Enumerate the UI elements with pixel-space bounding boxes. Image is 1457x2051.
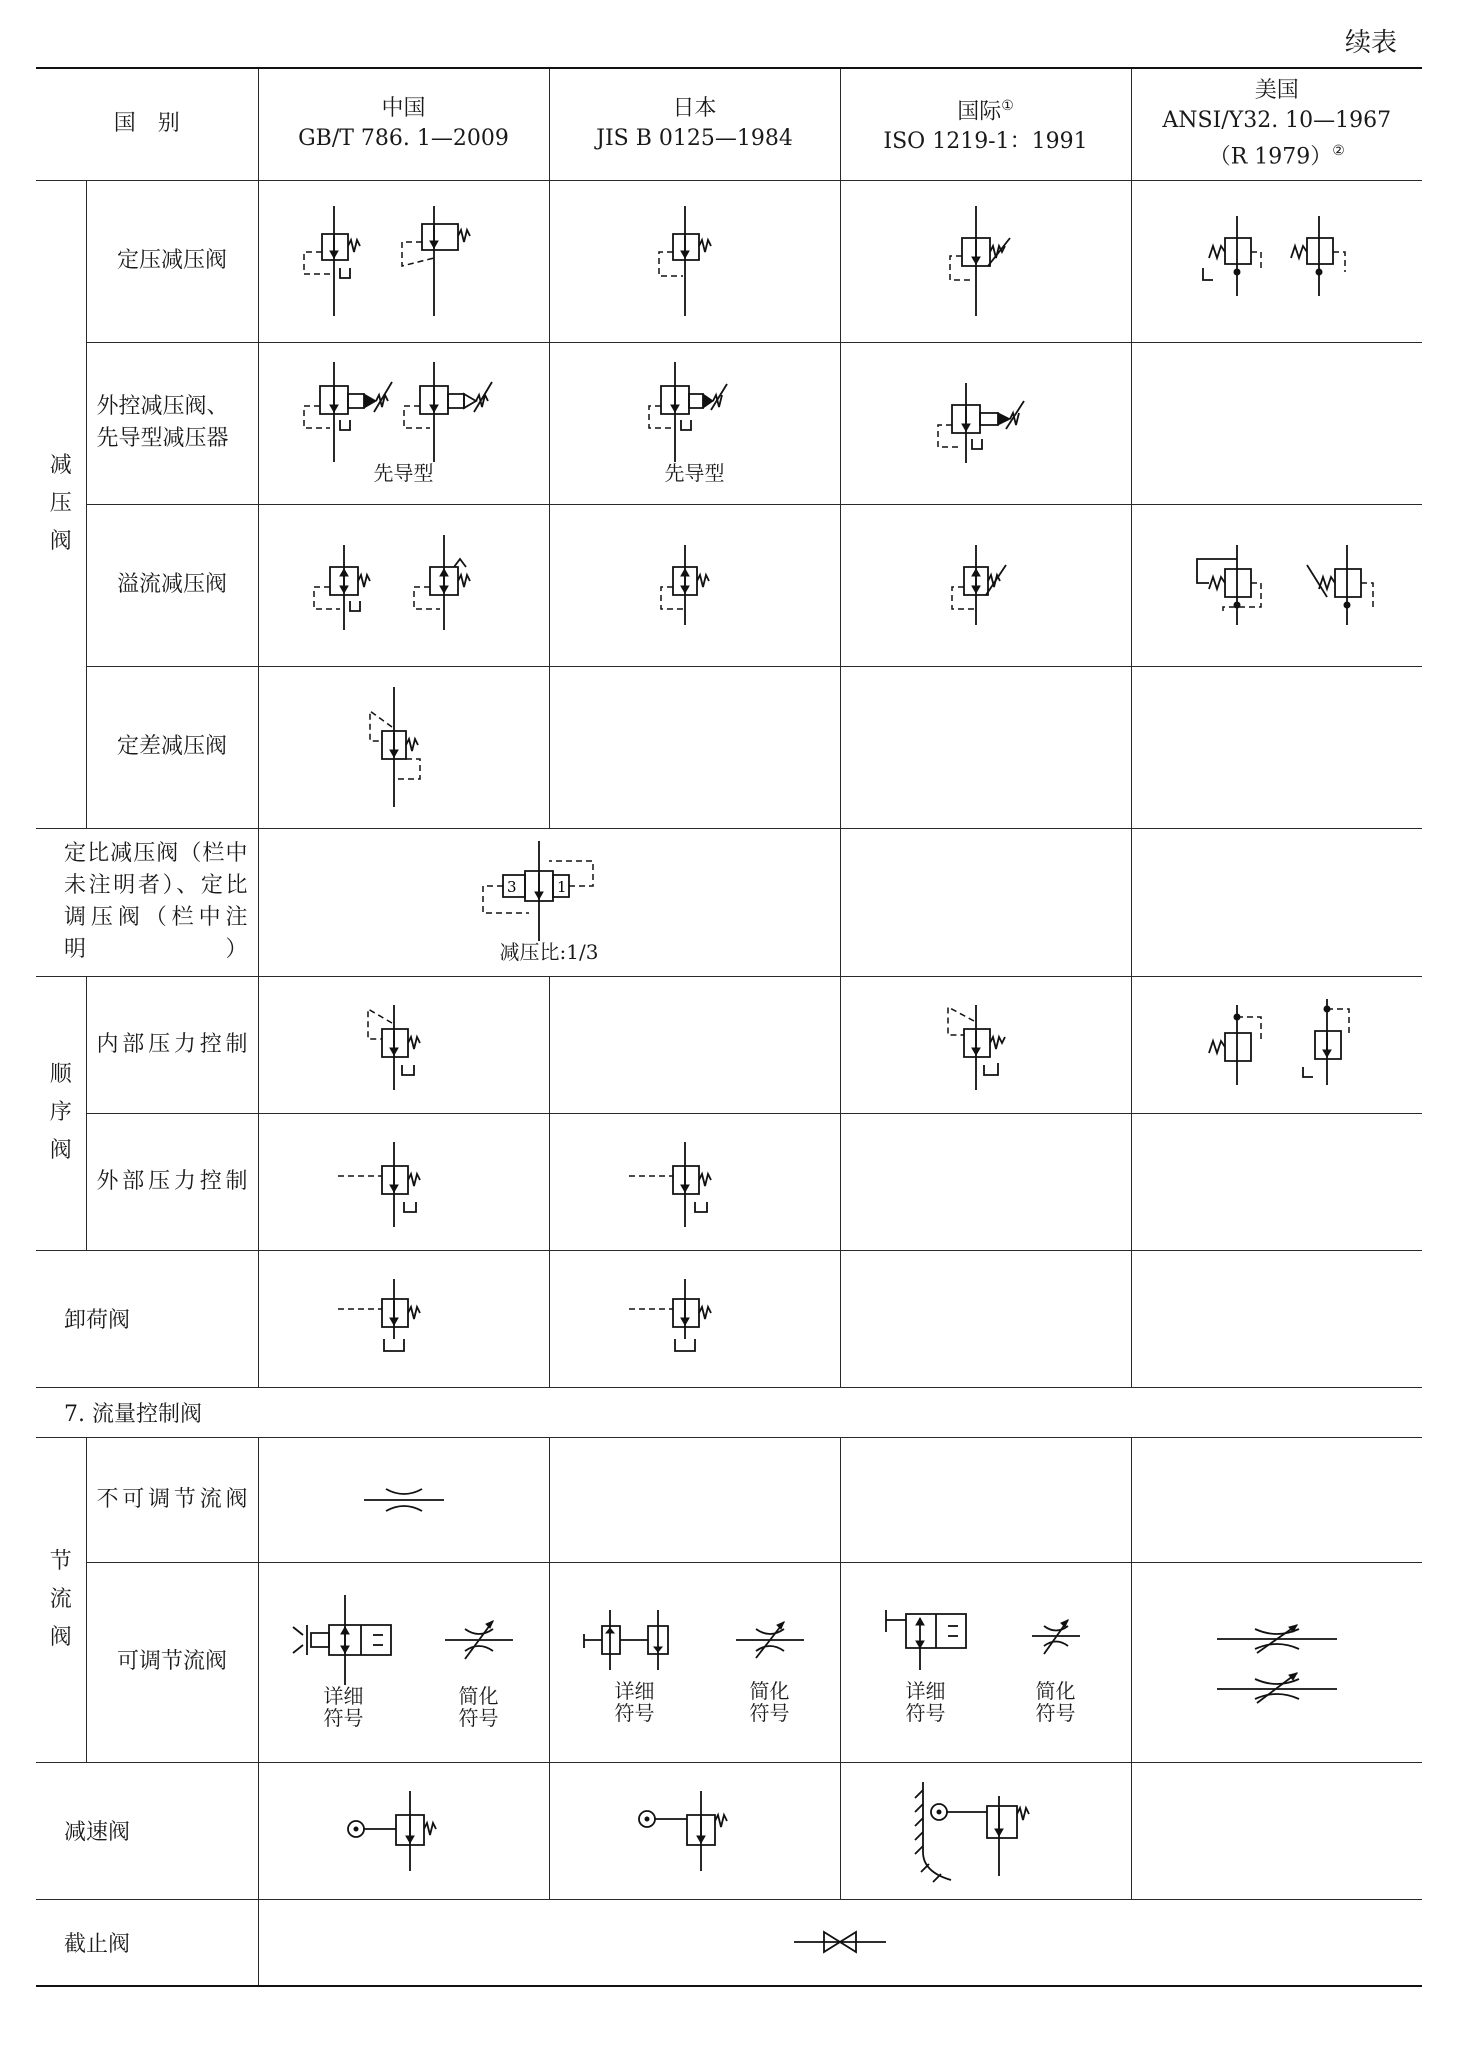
throttle-simple-symbol: [730, 1600, 810, 1680]
deceleration-valve-symbol: [911, 1776, 1061, 1886]
label-fixed-throttle: 不可调节流阀: [86, 1437, 258, 1562]
cn-seq-internal-symbol: [258, 976, 549, 1113]
detail-caption: 详细符号: [614, 1679, 655, 1725]
ratio-valve-symbol-cell: [258, 828, 840, 976]
relief-reducing-valve-symbol: [1157, 535, 1397, 635]
label-stop: 截止阀: [36, 1899, 258, 1986]
detail-caption: 详细符号: [323, 1684, 364, 1730]
us-fixed-reducing-symbol: [1131, 180, 1422, 342]
label-unloading: 卸荷阀: [36, 1250, 258, 1387]
pilot-caption: 先导型: [373, 461, 434, 485]
label-relief-reducing: 溢流减压阀: [86, 504, 258, 666]
jp-seq-external-symbol: [549, 1113, 840, 1250]
cn-seq-external-symbol: [258, 1113, 549, 1250]
label-diff-reducing: 定差减压阀: [86, 666, 258, 828]
ratio-caption: 减压比:1/3: [499, 940, 599, 964]
sequence-valve-symbol: [344, 995, 464, 1095]
label-decel: 减速阀: [36, 1762, 258, 1899]
row-ext-reducing: [36, 342, 1422, 504]
label-ext-reducing: 外控减压阀、先导型减压器: [86, 342, 258, 504]
cn-fixed-reducing-symbol: [258, 180, 549, 342]
relief-reducing-valve-symbol: [284, 535, 524, 635]
stop-valve-symbol-cell: [258, 1899, 1422, 1986]
detail-caption: 详细符号: [905, 1679, 946, 1725]
ratio-right-number: 1: [557, 878, 567, 896]
deceleration-valve-symbol: [334, 1781, 474, 1881]
deceleration-valve-symbol: [625, 1781, 765, 1881]
header-jp: 日本 JIS B 0125—1984: [549, 68, 840, 180]
us-decel-empty: [1131, 1762, 1422, 1899]
group-reducing: 减压阀: [36, 180, 86, 828]
sequence-valve-symbol: [625, 1132, 765, 1232]
throttle-us-symbol: [1207, 1607, 1347, 1717]
jp-seq-internal-empty: [549, 976, 840, 1113]
row-seq-external: [36, 1113, 1422, 1250]
row-relief-reducing: [36, 504, 1422, 666]
intl-ext-reducing-symbol: [840, 342, 1131, 504]
group-throttle: 节流阀: [36, 1437, 86, 1762]
pilot-caption: 先导型: [664, 461, 725, 485]
label-adj-throttle: 可调节流阀: [86, 1562, 258, 1762]
fixed-throttle-symbol: [344, 1475, 464, 1525]
differential-reducing-valve-symbol: [344, 687, 464, 807]
continued-label: 续表: [1344, 28, 1397, 58]
stop-valve-symbol: [790, 1922, 890, 1962]
sequence-valve-symbol: [926, 995, 1046, 1095]
simple-caption: 简化符号: [749, 1679, 790, 1725]
reducing-valve-symbol: [1177, 206, 1377, 316]
jp-fixed-reducing-symbol: [549, 180, 840, 342]
reducing-valve-symbol: [635, 206, 755, 316]
throttle-simple-symbol: [439, 1595, 519, 1685]
unloading-valve-symbol: [334, 1269, 474, 1369]
sequence-valve-symbol: [334, 1132, 474, 1232]
throttle-simple-symbol: [1016, 1600, 1096, 1680]
row-diff-reducing: [36, 666, 1422, 828]
jp-relief-reducing-symbol: [549, 504, 840, 666]
label-fixed-reducing: 定压减压阀: [86, 180, 258, 342]
row-decel: [36, 1762, 1422, 1899]
row-flow-section: [36, 1387, 1422, 1437]
header-country: 国 别: [36, 68, 258, 180]
label-seq-external: 外部压力控制: [86, 1113, 258, 1250]
intl-decel-symbol: [840, 1762, 1131, 1899]
flow-section-title: 7. 流量控制阀: [36, 1387, 1422, 1437]
row-fixed-throttle: [36, 1437, 1422, 1562]
group-sequence: 顺序阀: [36, 976, 86, 1250]
row-ratio-valve: [36, 828, 1422, 976]
pilot-reducing-valve-symbol: [284, 362, 524, 462]
ratio-left-number: 3: [507, 878, 517, 896]
row-adj-throttle: [36, 1562, 1422, 1762]
intl-seq-internal-symbol: [840, 976, 1131, 1113]
intl-ratio-empty: [840, 828, 1131, 976]
jp-unloading-symbol: [549, 1250, 840, 1387]
row-stop: [36, 1899, 1422, 1986]
intl-fixed-reducing-symbol: [840, 180, 1131, 342]
simple-caption: 简化符号: [1035, 1679, 1076, 1725]
row-seq-internal: [36, 976, 1422, 1113]
us-ratio-empty: [1131, 828, 1422, 976]
header-us: 美国 ANSI/Y32. 10—1967 （R 1979）②: [1131, 68, 1422, 180]
relief-reducing-valve-symbol: [635, 535, 755, 635]
jp-adj-throttle-symbol: [549, 1562, 840, 1762]
jp-fixed-throttle-empty: [549, 1437, 840, 1562]
cn-fixed-throttle-symbol: [258, 1437, 549, 1562]
us-seq-external-empty: [1131, 1113, 1422, 1250]
row-unloading: [36, 1250, 1422, 1387]
row-fixed-reducing: [36, 180, 1422, 342]
jp-diff-reducing-empty: [549, 666, 840, 828]
unloading-valve-symbol: [625, 1269, 765, 1369]
throttle-detail-symbol: [876, 1600, 976, 1680]
intl-fixed-throttle-empty: [840, 1437, 1131, 1562]
us-adj-throttle-symbol: [1131, 1562, 1422, 1762]
us-diff-reducing-empty: [1131, 666, 1422, 828]
header-cn: 中国 GB/T 786. 1—2009: [258, 68, 549, 180]
cn-adj-throttle-symbol: [258, 1562, 549, 1762]
us-ext-reducing-empty: [1131, 342, 1422, 504]
pilot-reducing-valve-symbol: [625, 362, 765, 462]
symbol-table: [36, 67, 1422, 1987]
label-ratio-valve: 定比减压阀（栏中未注明者）、定比调压阀（栏中注明）: [36, 828, 258, 976]
throttle-detail-symbol: [580, 1600, 690, 1680]
intl-relief-reducing-symbol: [840, 504, 1131, 666]
intl-unloading-empty: [840, 1250, 1131, 1387]
us-seq-internal-symbol: [1131, 976, 1422, 1113]
us-fixed-throttle-empty: [1131, 1437, 1422, 1562]
intl-adj-throttle-symbol: [840, 1562, 1131, 1762]
simple-caption: 简化符号: [458, 1684, 499, 1730]
us-unloading-empty: [1131, 1250, 1422, 1387]
relief-reducing-valve-symbol: [926, 535, 1046, 635]
reducing-valve-symbol: [284, 206, 524, 316]
cn-relief-reducing-symbol: [258, 504, 549, 666]
cn-decel-symbol: [258, 1762, 549, 1899]
intl-seq-external-empty: [840, 1113, 1131, 1250]
cn-ext-reducing-symbol: [258, 342, 549, 504]
sequence-valve-symbol: [1177, 995, 1377, 1095]
header-row: [36, 68, 1422, 180]
cn-diff-reducing-symbol: [258, 666, 549, 828]
intl-diff-reducing-empty: [840, 666, 1131, 828]
jp-ext-reducing-symbol: [549, 342, 840, 504]
ratio-reducing-valve-symbol: [469, 841, 629, 941]
label-seq-internal: 内部压力控制: [86, 976, 258, 1113]
pilot-reducing-valve-symbol: [916, 373, 1056, 473]
jp-decel-symbol: [549, 1762, 840, 1899]
header-intl: 国际① ISO 1219-1：1991: [840, 68, 1131, 180]
throttle-detail-symbol: [289, 1595, 399, 1685]
reducing-valve-symbol: [926, 206, 1046, 316]
us-relief-reducing-symbol: [1131, 504, 1422, 666]
cn-unloading-symbol: [258, 1250, 549, 1387]
